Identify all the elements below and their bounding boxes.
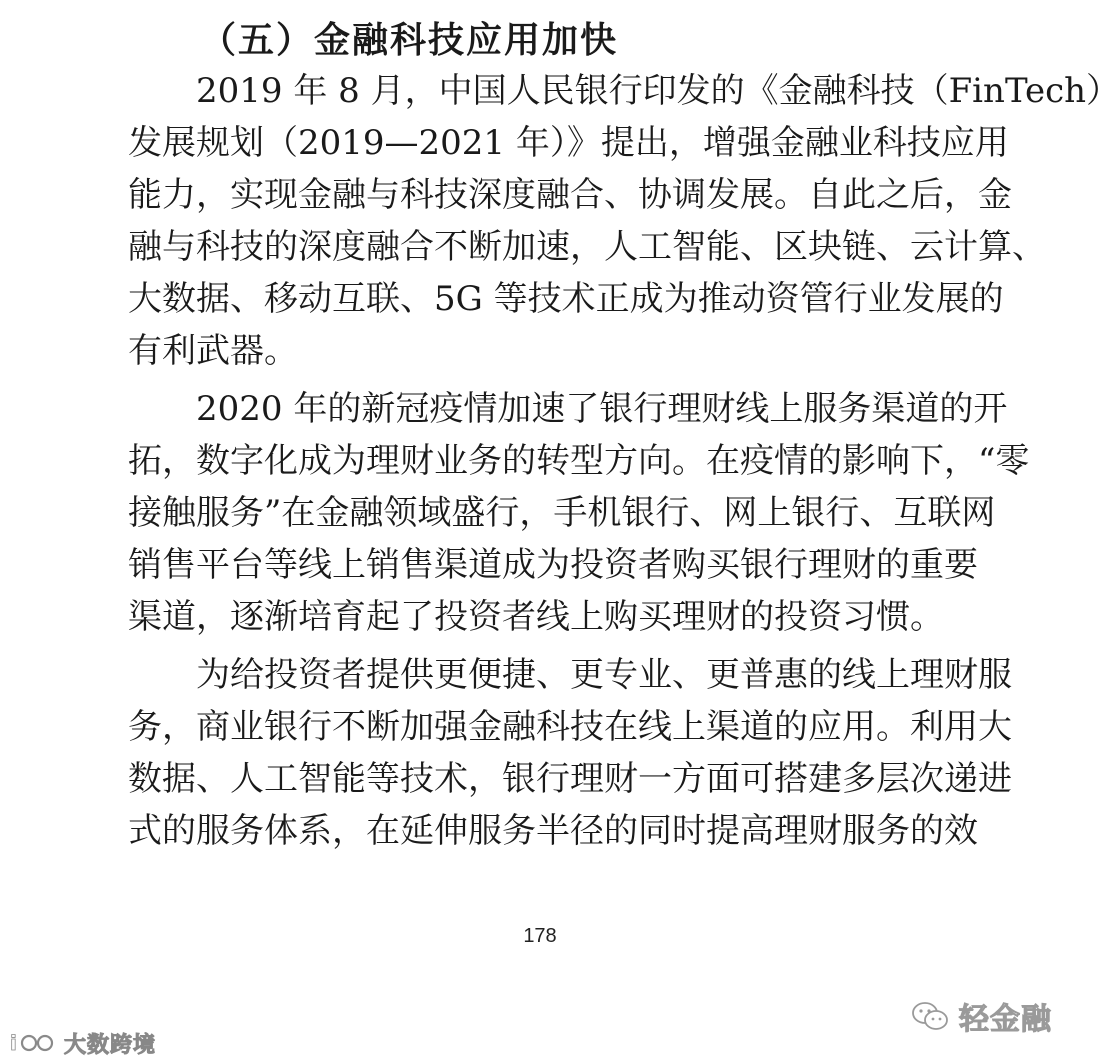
watermark-left-text: 大数跨境 [64, 1032, 157, 1058]
page-number: 178 [523, 925, 557, 947]
watermark-right-text: 轻金融 [959, 1002, 1052, 1037]
section-heading: （五）金融科技应用加快 [200, 20, 619, 61]
paragraph-3-line-1: 为给投资者提供更便捷、更专业、更普惠的线上理财服 [196, 655, 1012, 695]
svg-text:i: i [10, 1031, 17, 1055]
paragraph-1-line-2: 发展规划（2019—2021 年）》提出，增强金融业科技应用 [128, 123, 1009, 163]
paragraph-1-line-3: 能力，实现金融与科技深度融合、协调发展。自此之后，金 [128, 175, 1012, 215]
paragraph-1-line-1: 2019 年 8 月，中国人民银行印发的《金融科技（FinTech） [196, 71, 1120, 111]
paragraph-2-line-2: 拓，数字化成为理财业务的转型方向。在疫情的影响下，“零 [128, 441, 1030, 481]
paragraph-3-line-2: 务，商业银行不断加强金融科技在线上渠道的应用。利用大 [128, 707, 1012, 747]
watermark-right [911, 993, 1052, 1039]
paragraph-3-line-4: 式的服务体系，在延伸服务半径的同时提高理财服务的效 [128, 811, 978, 851]
paragraph-3-line-3: 数据、人工智能等技术，银行理财一方面可搭建多层次递进 [128, 759, 1012, 799]
paragraph-2-line-5: 渠道，逐渐培育起了投资者线上购买理财的投资习惯。 [128, 597, 944, 637]
paragraph-1-line-4: 融与科技的深度融合不断加速，人工智能、区块链、云计算、 [128, 227, 1046, 267]
paragraph-2-line-4: 销售平台等线上销售渠道成为投资者购买银行理财的重要 [128, 545, 978, 585]
dashuju-logo-icon [10, 1030, 60, 1056]
paragraph-1-line-5: 大数据、移动互联、5G 等技术正成为推动资管行业发展的 [128, 279, 1004, 319]
wechat-icon [911, 1000, 949, 1032]
paragraph-1-line-6: 有利武器。 [128, 331, 298, 371]
paragraph-2-line-1: 2020 年的新冠疫情加速了银行理财线上服务渠道的开 [196, 389, 1008, 429]
paragraph-2-line-3: 接触服务”在金融领域盛行，手机银行、网上银行、互联网 [128, 493, 996, 533]
watermark-left [10, 1026, 156, 1060]
